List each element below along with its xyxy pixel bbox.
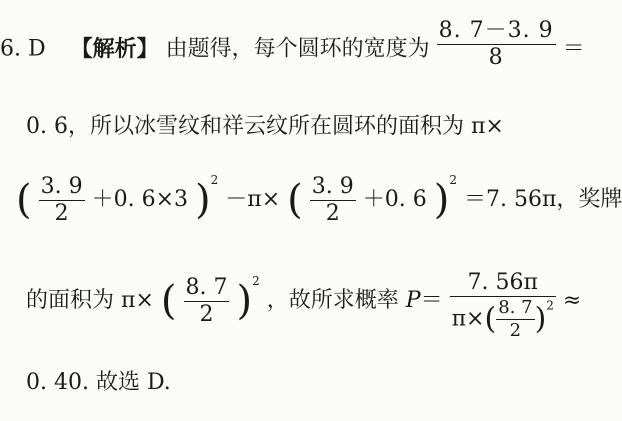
plus-term: ＋0. 6×3: [91, 187, 189, 212]
fraction-3-9-over-2: [39, 173, 85, 226]
square-exponent: 2: [210, 173, 219, 187]
prob-denominator: [450, 299, 556, 340]
plus-term: ＋0. 6: [362, 187, 427, 212]
line-2: [26, 116, 504, 138]
probability-symbol: P: [405, 288, 421, 313]
probability-fraction: [450, 272, 556, 340]
numerator: 3. 9: [40, 173, 83, 199]
left-paren: (: [287, 177, 303, 223]
line-2-text: 0. 6，所以冰雪纹和祥云纹所在圆环的面积为 π×: [26, 114, 504, 139]
left-paren: (: [160, 278, 177, 324]
conclusion-text: 0. 40. 故选 D.: [26, 370, 171, 395]
pi-times: π×: [451, 306, 485, 332]
left-paren: (: [16, 177, 32, 223]
line-3: [16, 174, 622, 225]
result-text: ＝7. 56π，奖牌: [464, 187, 622, 212]
denominator: 2: [54, 200, 69, 226]
denominator: 2: [509, 320, 522, 341]
minus-pi: －π×: [225, 187, 281, 212]
line-1: [0, 18, 585, 70]
denominator: 2: [199, 301, 214, 327]
equals-sign: ＝: [562, 36, 585, 62]
right-paren: ): [433, 177, 450, 223]
numerator: 8. 7: [185, 274, 228, 300]
fraction-3-9-over-2: [310, 173, 356, 226]
question-number: 6. D: [0, 36, 46, 62]
right-paren: ): [195, 177, 211, 223]
denominator: 2: [325, 200, 340, 226]
left-paren: (: [484, 301, 497, 337]
line-4-text-2: ，故所求概率: [266, 288, 399, 313]
width-fraction: [437, 20, 556, 69]
square-exponent: 2: [252, 274, 260, 288]
line-4-text: 的面积为 π×: [26, 288, 154, 313]
numerator: 8. 7: [498, 297, 533, 318]
fraction-8-7-over-2: [184, 274, 230, 327]
fraction-8-7-over-2: [496, 299, 534, 340]
analysis-tag: 【解析】: [70, 36, 159, 62]
approx-sign: ≈: [562, 288, 582, 313]
numerator: 3. 9: [311, 173, 354, 199]
square-exponent: 2: [449, 173, 457, 187]
line-1-text: 由题得，每个圆环的宽度为: [165, 36, 430, 62]
width-denominator: 8: [488, 45, 504, 70]
width-numerator: 8. 7－3. 9: [438, 18, 554, 43]
square-exponent: 2: [546, 298, 554, 313]
equals-sign: ＝: [420, 288, 443, 313]
line-4: [26, 262, 581, 340]
right-paren: ): [236, 278, 253, 324]
right-paren: ): [534, 301, 547, 337]
line-5: [26, 372, 171, 394]
prob-numerator: 7. 56π: [467, 270, 538, 295]
